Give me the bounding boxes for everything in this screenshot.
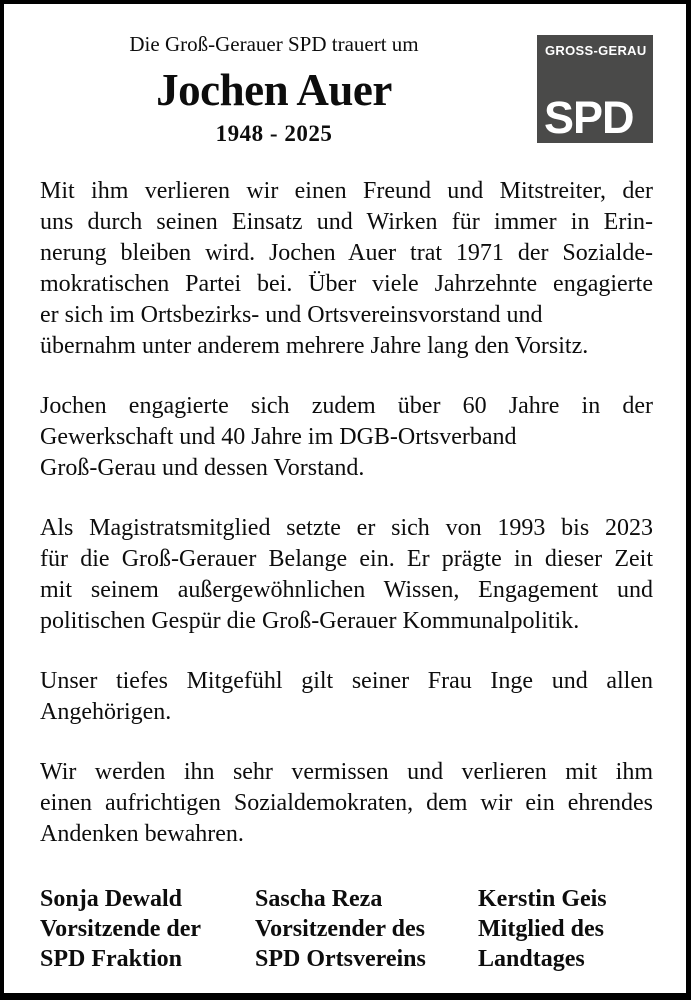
spd-logo [537, 35, 653, 143]
signatory-name: Sonja Dewald [40, 886, 183, 912]
paragraph-line: Unser tiefes Mitgefühl gilt seiner Frau Inge und allen [40, 668, 653, 694]
spd-logo-wordmark: SPD [544, 92, 634, 143]
paragraph [40, 757, 653, 850]
paragraph-line: Groß-Gerau und dessen Vorstand. [40, 455, 365, 481]
paragraph-line: übernahm unter anderem mehrere Jahre lang den Vorsitz. [40, 333, 589, 359]
paragraph-line: Mit ihm verlieren wir einen Freund und Mitstreiter, der [40, 178, 653, 204]
signatory [40, 884, 255, 974]
spd-logo-region-label: GROSS-GERAU [545, 43, 647, 58]
paragraph-line: nerung bleiben wird. Jochen Auer trat 1971 der Sozialde- [40, 240, 653, 266]
paragraph-line: Wir werden ihn sehr vermissen und verlieren mit ihm [40, 759, 653, 785]
signatory [255, 884, 478, 974]
signatory-role: Mitglied des [478, 916, 604, 942]
signatory-role: SPD Fraktion [40, 946, 183, 972]
signatory-role: Vorsitzender des [255, 916, 425, 942]
intro-line: Die Groß-Gerauer SPD trauert um [129, 32, 419, 56]
paragraph-line: mokratischen Partei bei. Über viele Jahrzehnte engagierte [40, 271, 653, 297]
paragraph [40, 391, 653, 484]
signatory-role: Vorsitzende der [40, 916, 202, 942]
deceased-name: Jochen Auer [156, 65, 392, 115]
signatory-name: Sascha Reza [255, 886, 383, 912]
paragraph-line: für die Groß-Gerauer Belange ein. Er prägte in dieser Zeit [40, 546, 653, 572]
paragraph-line: Als Magistratsmitglied setzte er sich von 1993 bis 2023 [40, 515, 653, 541]
signatory-role: Landtages [478, 946, 585, 972]
paragraph-line: einen aufrichtigen Sozialdemokraten, dem wir ein ehrendes [40, 790, 653, 816]
paragraph-line: Jochen engagierte sich zudem über 60 Jahre in der [40, 393, 653, 419]
notice-header [40, 30, 653, 148]
paragraph-line: mit seinem außergewöhnlichen Wissen, Engagement und [40, 577, 653, 603]
paragraph-line: er sich im Ortsbezirks- und Ortsvereinsvorstand und [40, 302, 543, 328]
paragraph-line: politischen Gespür die Groß-Gerauer Kommunalpolitik. [40, 608, 580, 634]
signatory [478, 884, 653, 974]
body-text [40, 176, 653, 850]
paragraph-line: Andenken bewahren. [40, 821, 244, 847]
signatory-name: Kerstin Geis [478, 886, 607, 912]
header-text [40, 30, 508, 148]
paragraph-line: Angehörigen. [40, 699, 172, 725]
paragraph [40, 666, 653, 728]
life-years: 1948 - 2025 [215, 121, 333, 146]
signatures [40, 884, 653, 974]
signatory-role: SPD Ortsvereins [255, 946, 426, 972]
paragraph [40, 513, 653, 637]
paragraph [40, 176, 653, 362]
paragraph-line: uns durch seinen Einsatz und Wirken für immer in Erin- [40, 209, 653, 235]
paragraph-line: Gewerkschaft und 40 Jahre im DGB-Ortsverband [40, 424, 517, 450]
